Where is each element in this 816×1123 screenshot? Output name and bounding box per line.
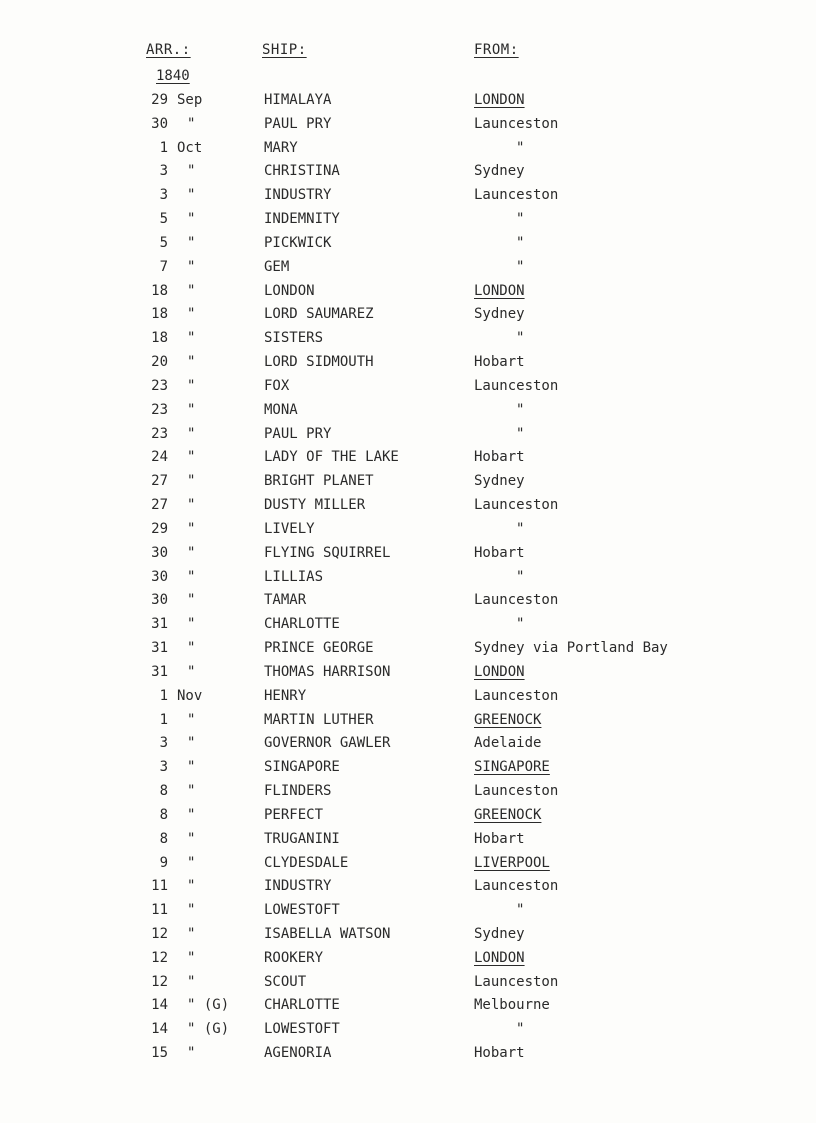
arrival-month: Sep <box>177 92 203 108</box>
arrival-row <box>0 710 816 734</box>
origin-port: " <box>516 425 525 442</box>
origin-port: Launceston <box>474 592 559 609</box>
arrival-row <box>0 590 816 614</box>
arrival-month: " (G) <box>187 1021 230 1038</box>
arrival-month: " <box>187 330 196 347</box>
header-arrival-label: ARR.: <box>146 42 191 58</box>
arrival-day: 3 <box>159 735 168 752</box>
ship-name: PAUL PRY <box>264 115 332 132</box>
header-from <box>474 42 519 58</box>
arrival-month: " <box>187 234 196 251</box>
origin-port: Sydney <box>474 925 525 942</box>
ship-name: LILLIAS <box>264 568 324 585</box>
origin-port: Sydney <box>474 163 525 180</box>
arrival-month: " <box>187 187 196 204</box>
arrival-month: " <box>187 354 196 371</box>
arrival-day: 3 <box>159 163 168 180</box>
arrival-month: " <box>187 878 196 895</box>
arrival-row <box>0 281 816 305</box>
arrival-day: 12 <box>151 949 168 966</box>
arrival-row <box>0 876 816 900</box>
origin-port: LONDON <box>474 663 525 680</box>
ship-name: MONA <box>264 401 298 418</box>
arrival-day: 5 <box>159 234 168 251</box>
arrival-day: 23 <box>151 377 168 394</box>
ship-name: CLYDESDALE <box>264 854 349 871</box>
origin-port: GREENOCK <box>474 806 542 823</box>
origin-port: " <box>516 902 525 919</box>
arrival-row <box>0 519 816 543</box>
origin-port: " <box>516 401 525 418</box>
ship-name: INDUSTRY <box>264 878 332 895</box>
arrival-month: " <box>187 211 196 228</box>
arrival-day: 29 <box>151 520 168 537</box>
header-arrival <box>146 42 191 58</box>
arrival-day: 24 <box>151 449 168 466</box>
arrivals-list <box>0 90 816 1067</box>
arrival-month: " <box>187 592 196 609</box>
year-heading: 1840 <box>156 68 190 84</box>
arrival-day: 3 <box>159 187 168 204</box>
arrival-row <box>0 924 816 948</box>
ship-name: DUSTY MILLER <box>264 497 366 514</box>
arrival-row <box>0 995 816 1019</box>
origin-port: LIVERPOOL <box>474 854 550 871</box>
ship-name: LOWESTOFT <box>264 1021 340 1038</box>
arrival-day: 12 <box>151 925 168 942</box>
origin-port: Launceston <box>474 783 559 800</box>
arrival-day: 31 <box>151 663 168 680</box>
ship-name: GOVERNOR GAWLER <box>264 735 391 752</box>
arrival-day: 18 <box>151 282 168 299</box>
arrival-month: " <box>187 949 196 966</box>
arrival-day: 30 <box>151 115 168 132</box>
arrival-day: 30 <box>151 544 168 561</box>
arrival-month: " <box>187 282 196 299</box>
arrival-row <box>0 495 816 519</box>
origin-port: Launceston <box>474 687 559 704</box>
arrival-row <box>0 638 816 662</box>
ship-name: TAMAR <box>264 592 307 609</box>
arrival-row <box>0 233 816 257</box>
arrival-day: 11 <box>151 902 168 919</box>
origin-port: Sydney <box>474 473 525 490</box>
arrival-row <box>0 114 816 138</box>
ship-name: BRIGHT PLANET <box>264 473 374 490</box>
origin-port: Hobart <box>474 1045 525 1062</box>
arrival-row <box>0 257 816 281</box>
arrival-row <box>0 757 816 781</box>
origin-port: Launceston <box>474 878 559 895</box>
arrival-day: 8 <box>159 806 168 823</box>
arrival-row <box>0 209 816 233</box>
arrival-row <box>0 304 816 328</box>
ship-name: INDEMNITY <box>264 211 340 228</box>
arrival-day: 8 <box>159 783 168 800</box>
origin-port: Launceston <box>474 187 559 204</box>
header-ship <box>262 42 307 58</box>
arrival-row <box>0 1019 816 1043</box>
ship-name: PICKWICK <box>264 234 332 251</box>
arrival-month: Oct <box>177 139 203 156</box>
arrival-day: 30 <box>151 568 168 585</box>
origin-port: Hobart <box>474 830 525 847</box>
arrival-month: Nov <box>177 687 203 704</box>
origin-port: Sydney <box>474 306 525 323</box>
arrival-day: 9 <box>159 854 168 871</box>
origin-port: GREENOCK <box>474 711 542 728</box>
arrival-day: 27 <box>151 497 168 514</box>
arrival-day: 5 <box>159 211 168 228</box>
origin-port: SINGAPORE <box>474 759 550 776</box>
ship-name: LORD SIDMOUTH <box>264 354 374 371</box>
arrival-row <box>0 900 816 924</box>
arrival-day: 29 <box>151 92 168 108</box>
ship-name: MARY <box>264 139 298 156</box>
arrival-month: " <box>187 854 196 871</box>
ship-name: HIMALAYA <box>264 92 332 108</box>
arrival-month: " <box>187 902 196 919</box>
origin-port: " <box>516 234 525 251</box>
arrival-row <box>0 138 816 162</box>
arrival-row <box>0 614 816 638</box>
arrival-row <box>0 185 816 209</box>
ship-name: TRUGANINI <box>264 830 340 847</box>
arrival-month: " <box>187 783 196 800</box>
arrival-month: " <box>187 425 196 442</box>
origin-port: " <box>516 1021 525 1038</box>
ship-name: FLINDERS <box>264 783 332 800</box>
arrival-row <box>0 471 816 495</box>
arrival-month: " <box>187 401 196 418</box>
arrival-row <box>0 447 816 471</box>
arrival-row <box>0 328 816 352</box>
arrival-row <box>0 972 816 996</box>
arrival-day: 14 <box>151 1021 168 1038</box>
arrival-day: 18 <box>151 330 168 347</box>
arrival-month: " <box>187 544 196 561</box>
ship-name: CHARLOTTE <box>264 616 340 633</box>
arrival-month: " <box>187 258 196 275</box>
arrival-day: 1 <box>159 711 168 728</box>
arrival-row <box>0 686 816 710</box>
arrival-month: " <box>187 973 196 990</box>
arrival-row <box>0 424 816 448</box>
origin-port: Launceston <box>474 973 559 990</box>
arrival-day: 27 <box>151 473 168 490</box>
arrival-month: " <box>187 925 196 942</box>
arrival-day: 15 <box>151 1045 168 1062</box>
arrival-row <box>0 90 816 114</box>
arrival-day: 1 <box>159 139 168 156</box>
arrival-day: 31 <box>151 616 168 633</box>
arrival-row <box>0 733 816 757</box>
ship-name: MARTIN LUTHER <box>264 711 374 728</box>
ship-name: SCOUT <box>264 973 307 990</box>
ship-name: GEM <box>264 258 290 275</box>
ship-name: HENRY <box>264 687 307 704</box>
ship-name: LIVELY <box>264 520 315 537</box>
ship-name: PAUL PRY <box>264 425 332 442</box>
ship-name: PRINCE GEORGE <box>264 640 374 657</box>
origin-port: " <box>516 211 525 228</box>
header-from-label: FROM: <box>474 42 519 58</box>
arrival-month: " (G) <box>187 997 230 1014</box>
arrival-day: 12 <box>151 973 168 990</box>
arrival-day: 30 <box>151 592 168 609</box>
header-ship-label: SHIP: <box>262 42 307 58</box>
arrival-day: 14 <box>151 997 168 1014</box>
arrival-month: " <box>187 568 196 585</box>
ship-name: PERFECT <box>264 806 324 823</box>
arrival-month: " <box>187 711 196 728</box>
arrival-day: 18 <box>151 306 168 323</box>
origin-port: Adelaide <box>474 735 542 752</box>
origin-port: " <box>516 139 525 156</box>
arrival-row <box>0 543 816 567</box>
ship-name: INDUSTRY <box>264 187 332 204</box>
arrival-month: " <box>187 806 196 823</box>
arrival-row <box>0 662 816 686</box>
arrival-month: " <box>187 497 196 514</box>
ship-name: CHARLOTTE <box>264 997 340 1014</box>
ship-name: ISABELLA WATSON <box>264 925 391 942</box>
arrival-row <box>0 400 816 424</box>
arrival-month: " <box>187 640 196 657</box>
arrival-day: 3 <box>159 759 168 776</box>
arrival-row <box>0 1043 816 1067</box>
arrival-day: 31 <box>151 640 168 657</box>
ship-name: LADY OF THE LAKE <box>264 449 399 466</box>
ship-name: LONDON <box>264 282 315 299</box>
origin-port: Sydney via Portland Bay <box>474 640 668 657</box>
ship-name: LORD SAUMAREZ <box>264 306 374 323</box>
arrival-month: " <box>187 616 196 633</box>
arrival-month: " <box>187 1045 196 1062</box>
arrival-day: 23 <box>151 401 168 418</box>
arrival-row <box>0 805 816 829</box>
ship-name: THOMAS HARRISON <box>264 663 391 680</box>
ship-name: ROOKERY <box>264 949 324 966</box>
arrival-month: " <box>187 759 196 776</box>
origin-port: Hobart <box>474 354 525 371</box>
ship-name: LOWESTOFT <box>264 902 340 919</box>
ship-name: SINGAPORE <box>264 759 340 776</box>
arrival-month: " <box>187 306 196 323</box>
origin-port: " <box>516 616 525 633</box>
arrival-day: 20 <box>151 354 168 371</box>
arrival-month: " <box>187 115 196 132</box>
origin-port: Melbourne <box>474 997 550 1014</box>
origin-port: LONDON <box>474 949 525 966</box>
arrival-row <box>0 352 816 376</box>
arrival-month: " <box>187 520 196 537</box>
ship-name: FLYING SQUIRREL <box>264 544 391 561</box>
ship-name: CHRISTINA <box>264 163 340 180</box>
arrival-row <box>0 567 816 591</box>
origin-port: Hobart <box>474 449 525 466</box>
origin-port: " <box>516 258 525 275</box>
arrival-row <box>0 781 816 805</box>
arrival-row <box>0 161 816 185</box>
arrival-day: 7 <box>159 258 168 275</box>
arrival-row <box>0 829 816 853</box>
arrival-month: " <box>187 449 196 466</box>
arrival-day: 11 <box>151 878 168 895</box>
arrival-month: " <box>187 473 196 490</box>
origin-port: " <box>516 330 525 347</box>
origin-port: " <box>516 520 525 537</box>
ship-name: FOX <box>264 377 290 394</box>
origin-port: Launceston <box>474 497 559 514</box>
arrival-month: " <box>187 830 196 847</box>
arrival-month: " <box>187 163 196 180</box>
arrival-month: " <box>187 377 196 394</box>
origin-port: Launceston <box>474 377 559 394</box>
arrival-day: 8 <box>159 830 168 847</box>
origin-port: LONDON <box>474 282 525 299</box>
arrival-row <box>0 376 816 400</box>
origin-port: Hobart <box>474 544 525 561</box>
arrival-row <box>0 853 816 877</box>
origin-port: " <box>516 568 525 585</box>
ship-name: SISTERS <box>264 330 324 347</box>
arrival-month: " <box>187 735 196 752</box>
arrival-row <box>0 948 816 972</box>
ship-name: AGENORIA <box>264 1045 332 1062</box>
origin-port: Launceston <box>474 115 559 132</box>
arrival-day: 1 <box>159 687 168 704</box>
arrival-day: 23 <box>151 425 168 442</box>
arrival-month: " <box>187 663 196 680</box>
origin-port: LONDON <box>474 92 525 108</box>
